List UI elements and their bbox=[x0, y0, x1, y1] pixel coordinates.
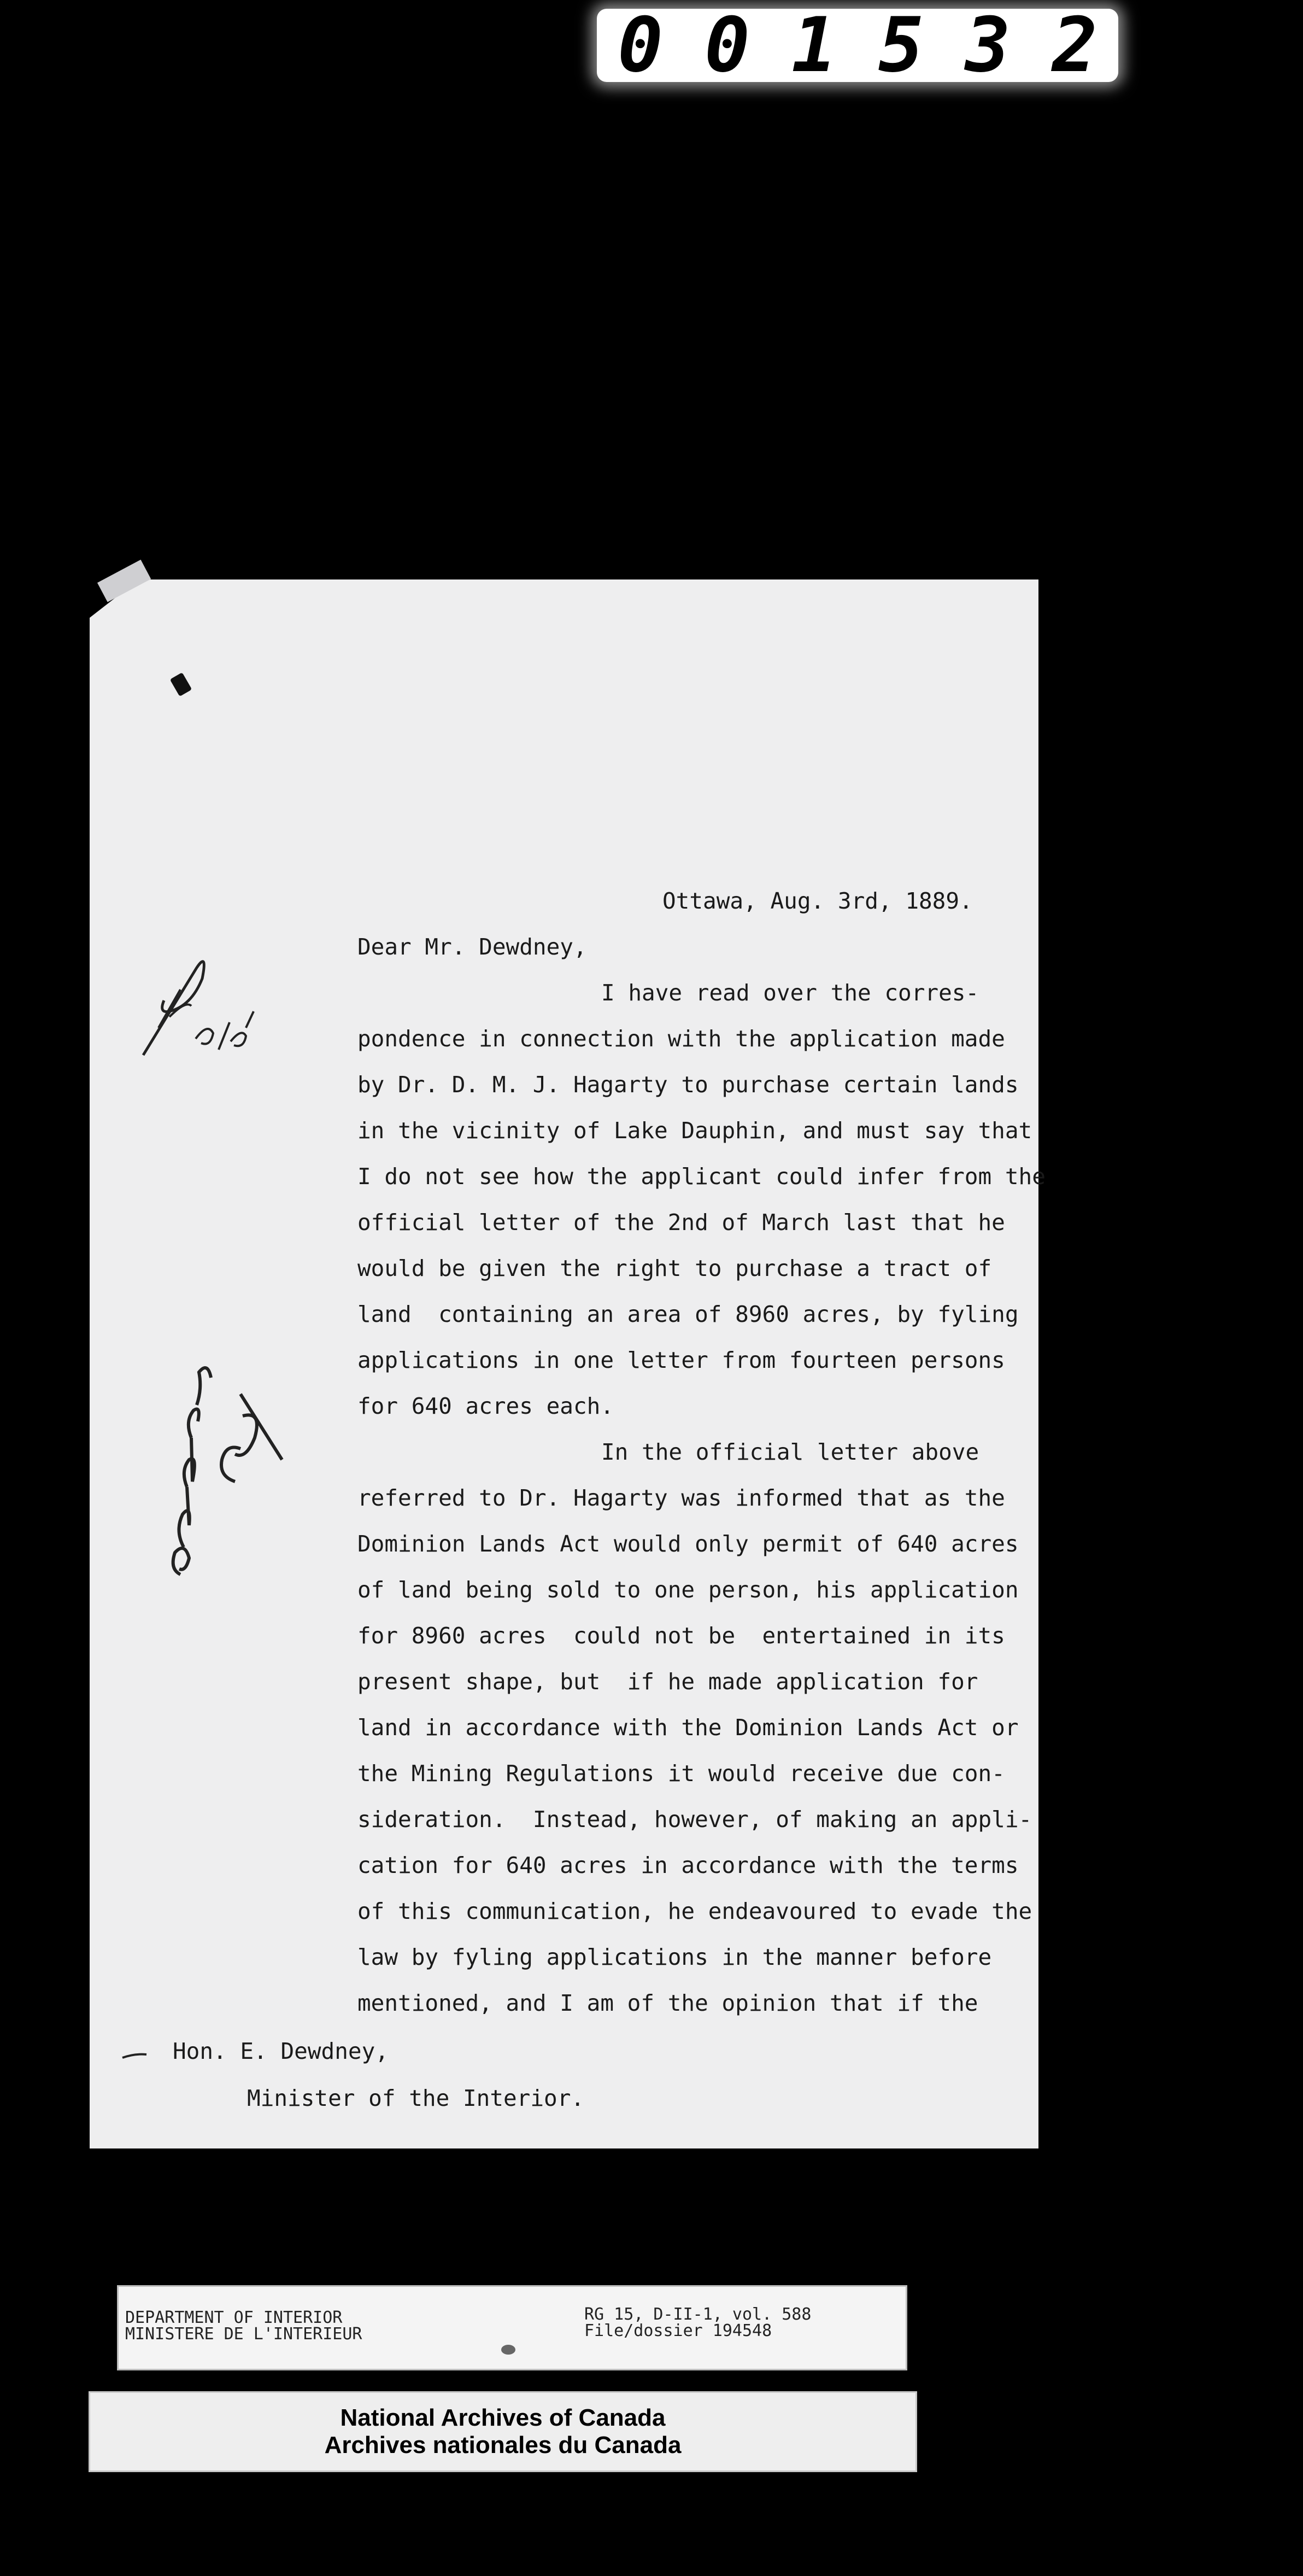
department-french: MINISTERE DE L'INTERIEUR bbox=[125, 2325, 362, 2344]
body-line: present shape, but if he made application for bbox=[357, 1668, 978, 1695]
body-line: in the vicinity of Lake Dauphin, and must say that bbox=[357, 1117, 1032, 1144]
archives-name-french: Archives nationales du Canada bbox=[324, 2432, 682, 2458]
file-number: File/dossier 194548 bbox=[584, 2321, 772, 2340]
body-line: Dominion Lands Act would only permit of 640 acres bbox=[357, 1531, 1019, 1557]
handwritten-approved-note bbox=[159, 1350, 295, 1591]
body-line: would be given the right to purchase a tract of bbox=[357, 1255, 992, 1281]
frame-digit: 3 bbox=[965, 1, 1011, 89]
label-blot bbox=[501, 2345, 515, 2355]
department-english: DEPARTMENT OF INTERIOR bbox=[125, 2308, 343, 2327]
frame-digit: 0 bbox=[617, 1, 664, 89]
body-line: land in accordance with the Dominion Lands Act or bbox=[357, 1714, 1019, 1741]
body-line: I do not see how the applicant could infer from the bbox=[357, 1163, 1046, 1190]
body-line: official letter of the 2nd of March last that he bbox=[357, 1209, 1005, 1236]
addressee-title: Minister of the Interior. bbox=[247, 2085, 585, 2111]
body-line: mentioned, and I am of the opinion that if the bbox=[357, 1990, 978, 2016]
pen-mark bbox=[121, 2052, 149, 2060]
handwritten-initials-date bbox=[137, 946, 262, 1066]
body-line: of this communication, he endeavoured to evade the bbox=[357, 1898, 1032, 1924]
body-line: law by fyling applications in the manner before bbox=[357, 1944, 992, 1970]
frame-number-plate bbox=[597, 1, 1118, 89]
body-line: In the official letter above bbox=[601, 1439, 979, 1465]
body-line: for 640 acres each. bbox=[357, 1393, 614, 1419]
frame-digit: 2 bbox=[1052, 1, 1098, 89]
frame-digit: 1 bbox=[791, 1, 837, 89]
body-line: referred to Dr. Hagarty was informed that as the bbox=[357, 1485, 1005, 1511]
salutation: Dear Mr. Dewdney, bbox=[357, 934, 587, 960]
body-line: land containing an area of 8960 acres, by fyling bbox=[357, 1301, 1019, 1327]
body-line: by Dr. D. M. J. Hagarty to purchase certain lands bbox=[357, 1072, 1019, 1098]
body-line: sideration. Instead, however, of making an appli- bbox=[357, 1806, 1032, 1833]
archive-reference-label bbox=[117, 2285, 907, 2370]
body-line: the Mining Regulations it would receive due con- bbox=[357, 1760, 1005, 1787]
body-line: of land being sold to one person, his application bbox=[357, 1577, 1019, 1603]
frame-digit: 5 bbox=[878, 1, 924, 89]
body-line: I have read over the corres- bbox=[601, 980, 979, 1006]
body-line: for 8960 acres could not be entertained in its bbox=[357, 1623, 1005, 1649]
record-group-reference: RG 15, D-II-1, vol. 588 bbox=[584, 2305, 812, 2324]
addressee-name: Hon. E. Dewdney, bbox=[173, 2038, 389, 2064]
archives-name-label bbox=[89, 2391, 917, 2472]
dateline: Ottawa, Aug. 3rd, 1889. bbox=[662, 888, 973, 914]
body-line: cation for 640 acres in accordance with the terms bbox=[357, 1852, 1019, 1878]
frame-digit: 0 bbox=[704, 1, 750, 89]
body-line: applications in one letter from fourteen persons bbox=[357, 1347, 1005, 1373]
body-line: pondence in connection with the application made bbox=[357, 1026, 1005, 1052]
archives-name-english: National Archives of Canada bbox=[340, 2404, 666, 2431]
